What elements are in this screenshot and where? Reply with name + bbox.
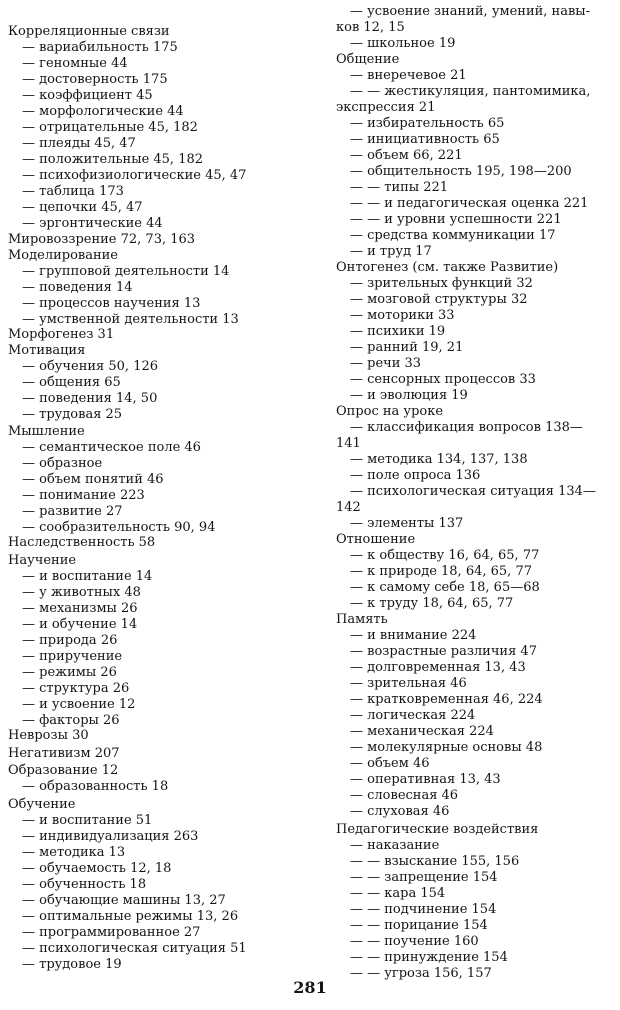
index-subentry: — умственной деятельности 13 xyxy=(22,312,239,327)
index-subentry: — вариабильность 175 xyxy=(22,40,178,55)
index-subentry: — образное xyxy=(22,456,103,471)
index-subentry: — словесная 46 xyxy=(350,788,459,803)
index-subentry: — индивидуализация 263 xyxy=(22,829,199,844)
index-subentry: — оптимальные режимы 13, 26 xyxy=(22,909,239,924)
index-subentry: — школьное 19 xyxy=(350,36,456,51)
index-subentry: — мозговой структуры 32 xyxy=(350,292,528,307)
index-subentry: — механическая 224 xyxy=(350,724,494,739)
index-subentry: — — порицание 154 xyxy=(350,918,488,933)
index-subentry: — обучаемость 12, 18 xyxy=(22,861,172,876)
index-subentry: — групповой деятельности 14 xyxy=(22,264,230,279)
index-entry: Педагогические воздействия xyxy=(336,822,539,837)
index-subentry: — природа 26 xyxy=(22,633,118,648)
index-entry: Мотивация xyxy=(8,343,86,358)
index-entry: Неврозы 30 xyxy=(8,728,89,743)
index-subentry: — таблица 173 xyxy=(22,184,124,199)
index-subentry: — долговременная 13, 43 xyxy=(350,660,526,675)
index-subentry: — отрицательные 45, 182 xyxy=(22,120,198,135)
index-subentry: — и воспитание 14 xyxy=(22,569,153,584)
index-subentry: — и труд 17 xyxy=(350,244,432,259)
index-subentry: — избирательность 65 xyxy=(350,116,505,131)
index-subentry: — механизмы 26 xyxy=(22,601,138,616)
index-subentry: — методика 13 xyxy=(22,845,126,860)
index-subentry: — общения 65 xyxy=(22,375,121,390)
index-subentry: — зрительная 46 xyxy=(350,676,467,691)
index-subentry: — образованность 18 xyxy=(22,779,169,794)
index-subentry: — семантическое поле 46 xyxy=(22,440,201,455)
index-subentry: — цепочки 45, 47 xyxy=(22,200,143,215)
index-entry: 142 xyxy=(336,500,361,515)
index-subentry: — — жестикуляция, пантомимика, xyxy=(350,84,591,99)
index-subentry: — программированное 27 xyxy=(22,925,201,940)
index-subentry: — поведения 14 xyxy=(22,280,133,295)
index-subentry: — поле опроса 136 xyxy=(350,468,481,483)
index-subentry: — — и педагогическая оценка 221 xyxy=(350,196,589,211)
index-entry: экспрессия 21 xyxy=(336,100,436,115)
index-subentry: — моторики 33 xyxy=(350,308,455,323)
index-subentry: — и воспитание 51 xyxy=(22,813,153,828)
index-subentry: — зрительных функций 32 xyxy=(350,276,533,291)
index-subentry: — обученность 18 xyxy=(22,877,147,892)
index-subentry: — обучающие машины 13, 27 xyxy=(22,893,226,908)
index-subentry: — у животных 48 xyxy=(22,585,141,600)
index-subentry: — методика 134, 137, 138 xyxy=(350,452,528,467)
index-subentry: — трудовая 25 xyxy=(22,407,123,422)
index-subentry: — ранний 19, 21 xyxy=(350,340,464,355)
index-subentry: — оперативная 13, 43 xyxy=(350,772,501,787)
index-subentry: — — кара 154 xyxy=(350,886,446,901)
index-subentry: — приручение xyxy=(22,649,123,664)
index-subentry: — — запрещение 154 xyxy=(350,870,498,885)
index-entry: 141 xyxy=(336,436,361,451)
index-subentry: — факторы 26 xyxy=(22,713,120,728)
index-subentry: — и обучение 14 xyxy=(22,617,138,632)
index-subentry: — поведения 14, 50 xyxy=(22,391,158,406)
index-subentry: — — типы 221 xyxy=(350,180,449,195)
index-subentry: — общительность 195, 198—200 xyxy=(350,164,572,179)
index-subentry: — наказание xyxy=(350,838,440,853)
index-subentry: — психологическая ситуация 51 xyxy=(22,941,247,956)
index-entry: Научение xyxy=(8,553,77,568)
index-entry: Память xyxy=(336,612,388,627)
index-subentry: — к самому себе 18, 65—68 xyxy=(350,580,540,595)
index-entry: Негативизм 207 xyxy=(8,746,120,761)
index-entry: Отношение xyxy=(336,532,416,547)
index-entry: Обучение xyxy=(8,797,76,812)
index-subentry: — коэффициент 45 xyxy=(22,88,153,103)
index-subentry: — и внимание 224 xyxy=(350,628,477,643)
index-subentry: — сообразительность 90, 94 xyxy=(22,520,216,535)
index-subentry: — к труду 18, 64, 65, 77 xyxy=(350,596,514,611)
index-subentry: — классификация вопросов 138— xyxy=(350,420,583,435)
index-subentry: — — и уровни успешности 221 xyxy=(350,212,562,227)
index-subentry: — усвоение знаний, умений, навы- xyxy=(350,4,591,19)
index-entry: Корреляционные связи xyxy=(8,24,170,39)
index-subentry: — речи 33 xyxy=(350,356,422,371)
index-subentry: — трудовое 19 xyxy=(22,957,122,972)
index-entry: Моделирование xyxy=(8,248,118,263)
index-entry: ков 12, 15 xyxy=(336,20,405,35)
index-subentry: — режимы 26 xyxy=(22,665,117,680)
index-subentry: — молекулярные основы 48 xyxy=(350,740,543,755)
index-entry: Мышление xyxy=(8,424,85,439)
index-subentry: — психофизиологические 45, 47 xyxy=(22,168,247,183)
index-entry: Общение xyxy=(336,52,400,67)
index-subentry: — развитие 27 xyxy=(22,504,123,519)
index-subentry: — к природе 18, 64, 65, 77 xyxy=(350,564,532,579)
index-subentry: — элементы 137 xyxy=(350,516,464,531)
index-entry: Опрос на уроке xyxy=(336,404,444,419)
index-subentry: — эргонтические 44 xyxy=(22,216,163,231)
index-subentry: — объем понятий 46 xyxy=(22,472,164,487)
index-subentry: — психологическая ситуация 134— xyxy=(350,484,596,499)
index-subentry: — обучения 50, 126 xyxy=(22,359,159,374)
index-subentry: — — подчинение 154 xyxy=(350,902,497,917)
index-entry: Морфогенез 31 xyxy=(8,327,115,342)
index-subentry: — и усвоение 12 xyxy=(22,697,136,712)
index-subentry: — сенсорных процессов 33 xyxy=(350,372,536,387)
index-subentry: — возрастные различия 47 xyxy=(350,644,537,659)
index-subentry: — к обществу 16, 64, 65, 77 xyxy=(350,548,540,563)
index-subentry: — объем 66, 221 xyxy=(350,148,463,163)
index-subentry: — средства коммуникации 17 xyxy=(350,228,556,243)
index-subentry: — — поучение 160 xyxy=(350,934,479,949)
index-subentry: — логическая 224 xyxy=(350,708,476,723)
index-subentry: — плеяды 45, 47 xyxy=(22,136,136,151)
index-subentry: — инициативность 65 xyxy=(350,132,500,147)
index-entry: Наследственность 58 xyxy=(8,535,156,550)
index-subentry: — слуховая 46 xyxy=(350,804,450,819)
index-subentry: — процессов научения 13 xyxy=(22,296,201,311)
index-entry: Онтогенез (см. также Развитие) xyxy=(336,260,559,275)
index-subentry: — — взыскание 155, 156 xyxy=(350,854,520,869)
page-number: 281 xyxy=(293,978,327,997)
index-subentry: — внеречевое 21 xyxy=(350,68,467,83)
index-subentry: — и эволюция 19 xyxy=(350,388,468,403)
index-subentry: — достоверность 175 xyxy=(22,72,168,87)
index-subentry: — понимание 223 xyxy=(22,488,145,503)
index-subentry: — морфологические 44 xyxy=(22,104,184,119)
index-subentry: — объем 46 xyxy=(350,756,430,771)
index-subentry: — — принуждение 154 xyxy=(350,950,508,965)
index-subentry: — кратковременная 46, 224 xyxy=(350,692,543,707)
index-subentry: — положительные 45, 182 xyxy=(22,152,204,167)
index-subentry: — психики 19 xyxy=(350,324,446,339)
index-entry: Образование 12 xyxy=(8,763,119,778)
index-subentry: — структура 26 xyxy=(22,681,130,696)
index-entry: Мировоззрение 72, 73, 163 xyxy=(8,232,196,247)
index-subentry: — геномные 44 xyxy=(22,56,128,71)
index-subentry: — — угроза 156, 157 xyxy=(350,966,492,981)
